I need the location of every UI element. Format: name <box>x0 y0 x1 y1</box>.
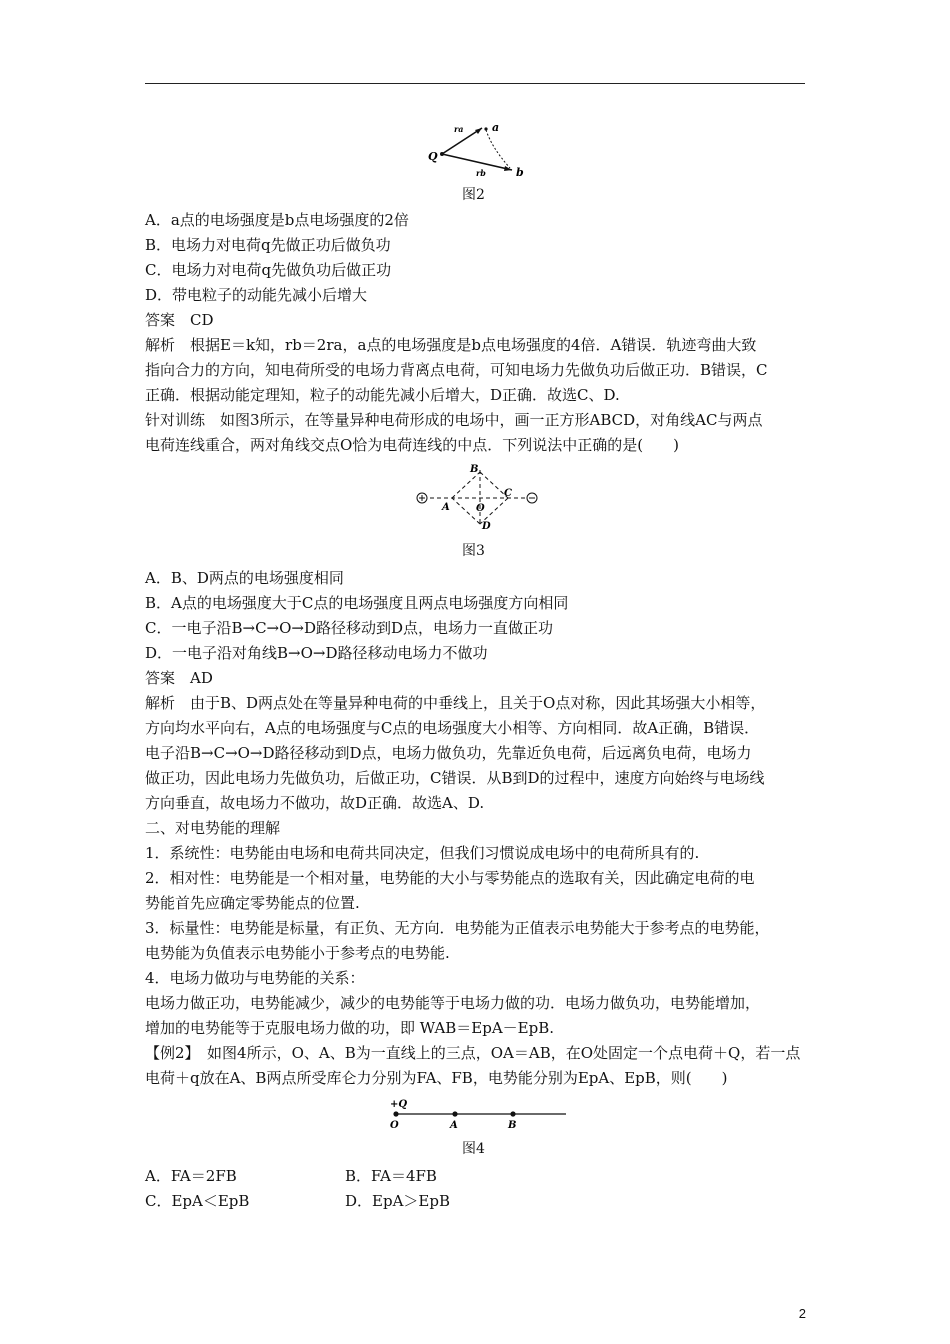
section-2-line-3: 势能首先应确定零势能点的位置. <box>145 894 360 912</box>
section-2-line-6: 4．电场力做功与电势能的关系： <box>145 969 365 987</box>
figure-4-diagram <box>382 1094 572 1134</box>
fig2-label-Q: Q <box>428 150 438 163</box>
section-2-line-8: 增加的电势能等于克服电场力做的功，即 WAB＝EpA－EpB. <box>145 1019 555 1037</box>
q2-option-d: D．一电子沿对角线B→O→D路径移动电场力不做功 <box>145 644 488 662</box>
q2-analysis-line-2: 方向均水平向右，A点的电场强度与C点的电场强度大小相等、方向相同．故A正确，B错误． <box>145 719 760 737</box>
q2-analysis-line-4: 做正功，因此电场力先做负功，后做正功，C错误．从B到D的过程中，速度方向始终与电场线 <box>145 769 765 787</box>
section-2-line-4: 3．标量性：电势能是标量，有正负、无方向．电势能为正值表示电势能大于参考点的电势能， <box>145 919 770 937</box>
fig4-label-A: A <box>450 1120 458 1131</box>
fig2-label-ra: ra <box>454 124 464 134</box>
fig3-label-O: O <box>476 503 485 514</box>
q1-analysis-line-1: 解析 根据E＝k知，rb＝2ra，a点的电场强度是b点电场强度的4倍．A错误．轨迹弯曲大致 <box>145 336 757 354</box>
q2-option-c: C．一电子沿B→C→O→D路径移动到D点，电场力一直做正功 <box>145 619 554 637</box>
training-line-2: 电荷连线重合，两对角线交点O恰为电荷连线的中点．下列说法中正确的是( ) <box>145 436 680 454</box>
section-2-line-5: 电势能为负值表示电势能小于参考点的电势能. <box>145 944 450 962</box>
q1-analysis-line-2: 指向合力的方向，知电荷所受的电场力背离点电荷，可知电场力先做负功后做正功．B错误，C <box>145 361 768 379</box>
q3-option-c: C．EpA＜EpB <box>145 1192 250 1210</box>
fig3-label-C: C <box>504 488 512 499</box>
figure-2-diagram <box>420 118 530 180</box>
section-2-heading: 二、对电势能的理解 <box>145 819 281 837</box>
q1-option-a: A．a点的电场强度是b点电场强度的2倍 <box>145 211 409 229</box>
q2-option-a: A．B、D两点的电场强度相同 <box>145 569 344 587</box>
fig4-label-O: O <box>390 1120 399 1131</box>
fig4-label-B: B <box>508 1120 517 1131</box>
header-rule <box>145 83 805 84</box>
training-line-1: 针对训练 如图3所示，在等量异种电荷形成的电场中，画一正方形ABCD，对角线AC与两点 <box>145 411 763 429</box>
figure-4-caption: 图4 <box>462 1141 485 1157</box>
q2-analysis-line-1: 解析 由于B、D两点处在等量异种电荷的中垂线上，且关于O点对称，因此其场强大小相等， <box>145 694 766 712</box>
fig2-label-rb: rb <box>476 168 486 178</box>
q2-option-b: B．A点的电场强度大于C点的电场强度且两点电场强度方向相同 <box>145 594 569 612</box>
section-2-line-1: 1．系统性：电势能由电场和电荷共同决定，但我们习惯说成电场中的电荷所具有的. <box>145 844 700 862</box>
q1-option-b: B．电场力对电荷q先做正功后做负功 <box>145 236 391 254</box>
fig2-label-b: b <box>516 166 524 179</box>
q1-option-c: C．电场力对电荷q先做负功后做正功 <box>145 261 392 279</box>
fig3-label-B: B <box>470 464 479 475</box>
q3-option-d: D．EpA＞EpB <box>345 1192 450 1210</box>
q3-option-b: B．FA＝4FB <box>345 1167 437 1185</box>
q1-answer: 答案 CD <box>145 311 214 329</box>
q2-analysis-line-5: 方向垂直，故电场力不做功，故D正确．故选A、D. <box>145 794 485 812</box>
section-2-line-7: 电场力做正功，电势能减少，减少的电势能等于电场力做的功．电场力做负功，电势能增加， <box>145 994 761 1012</box>
fig2-label-a: a <box>492 121 500 134</box>
q1-option-d: D．带电粒子的动能先减小后增大 <box>145 286 368 304</box>
fig3-label-A: A <box>442 502 450 513</box>
figure-3-caption: 图3 <box>462 543 485 559</box>
fig3-label-D: D <box>482 521 491 530</box>
fig4-label-plus-q: +Q <box>390 1099 408 1110</box>
q2-analysis-line-3: 电子沿B→C→O→D路径移动到D点，电场力做负功，先靠近负电荷，后远离负电荷，电场力 <box>145 744 752 762</box>
q1-analysis-line-3: 正确．根据动能定理知，粒子的动能先减小后增大，D正确．故选C、D. <box>145 386 620 404</box>
page-number: 2 <box>798 1306 806 1321</box>
q2-answer: 答案 AD <box>145 669 213 687</box>
q3-option-a: A．FA＝2FB <box>145 1167 237 1185</box>
example-2-line-2: 电荷＋q放在A、B两点所受库仑力分别为FA、FB，电势能分别为EpA、EpB，则( ) <box>145 1069 728 1087</box>
figure-3-diagram <box>412 462 542 530</box>
figure-2-caption: 图2 <box>462 187 485 203</box>
example-2-line-1: 【例2】 如图4所示，O、A、B为一直线上的三点，OA＝AB，在O处固定一个点电荷＋Q，若一点 <box>145 1044 801 1062</box>
section-2-line-2: 2．相对性：电势能是一个相对量，电势能的大小与零势能点的选取有关，因此确定电荷的电 <box>145 869 755 887</box>
